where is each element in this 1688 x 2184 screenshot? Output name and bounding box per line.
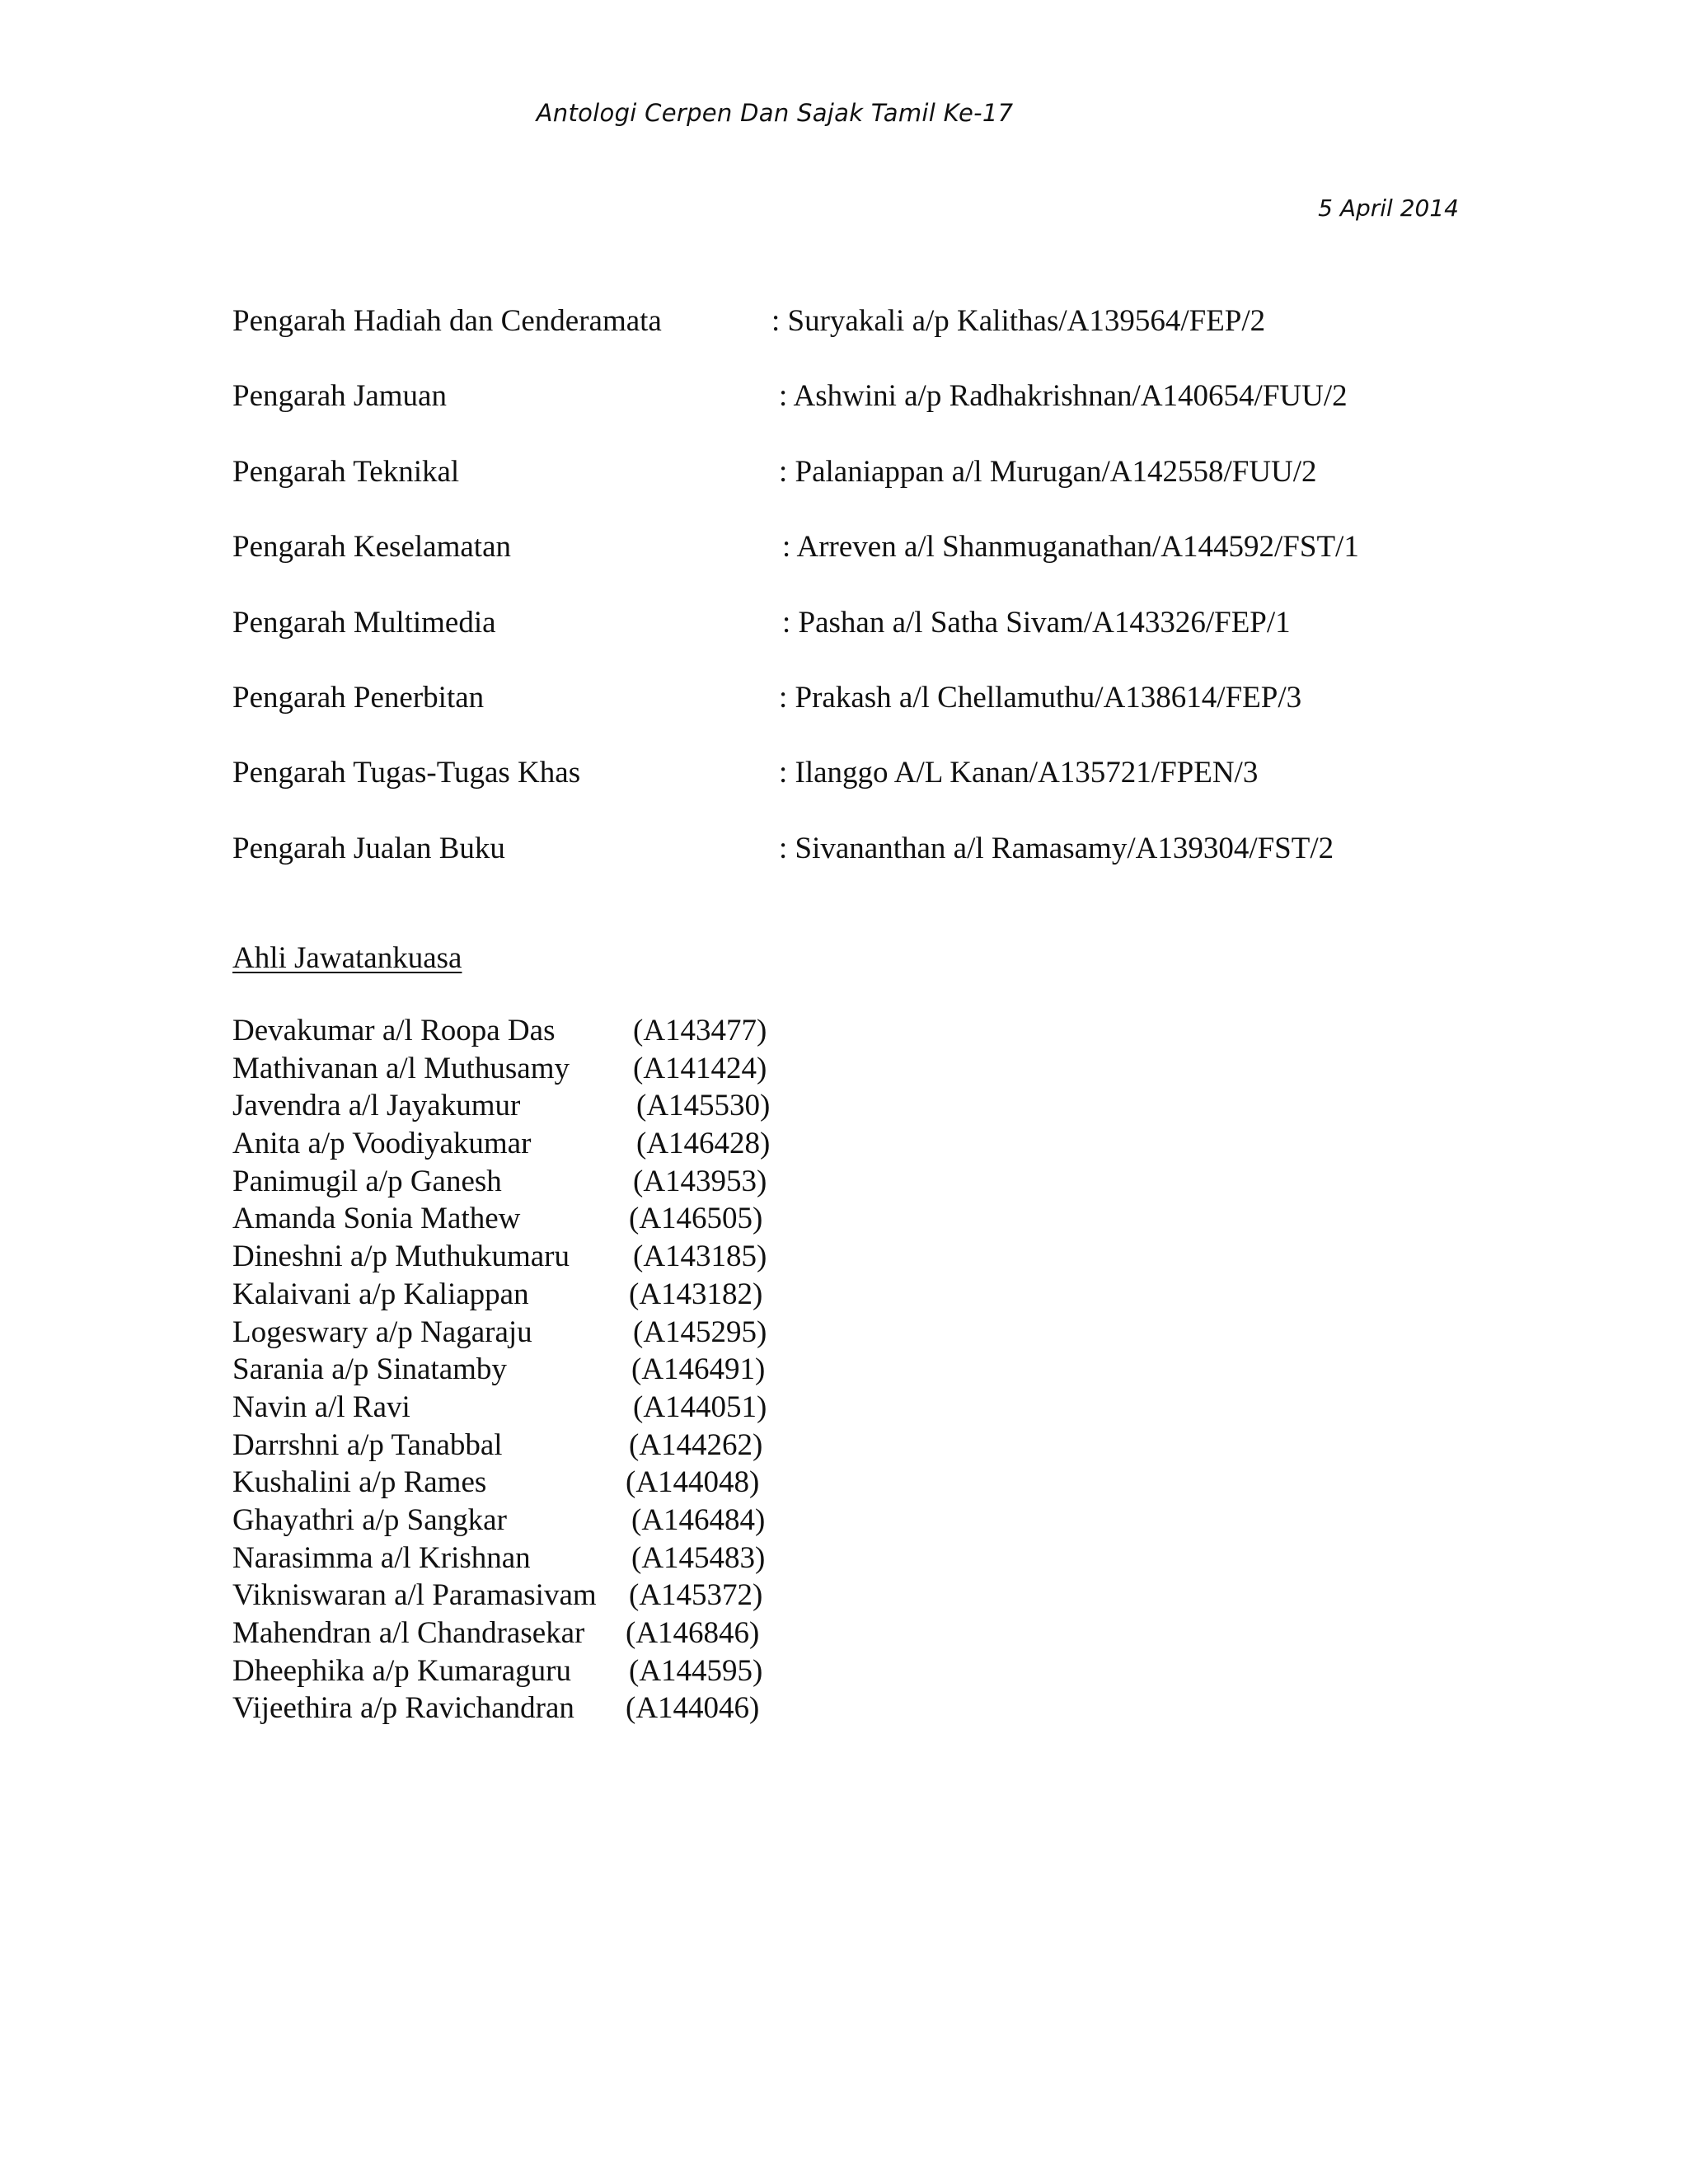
director-role: Pengarah Multimedia <box>232 605 496 640</box>
member-row <box>232 1050 974 1088</box>
director-row <box>232 677 1469 752</box>
member-id: (A143477) <box>633 1014 767 1047</box>
member-name: Narasimma a/l Krishnan <box>232 1540 531 1575</box>
director-row <box>232 452 1469 527</box>
member-id: (A144051) <box>633 1390 767 1424</box>
committee-members-list <box>232 1012 974 1727</box>
member-id: (A144595) <box>629 1653 763 1688</box>
member-id: (A145530) <box>636 1089 771 1123</box>
member-row <box>232 1690 974 1727</box>
director-role: Pengarah Jualan Buku <box>232 831 505 865</box>
member-row <box>232 1427 974 1465</box>
director-name: : Arreven a/l Shanmuganathan/A144592/FST/1 <box>782 530 1359 565</box>
member-id: (A143953) <box>633 1164 767 1198</box>
member-row <box>232 1502 974 1540</box>
director-row <box>232 301 1469 376</box>
member-id: (A146505) <box>629 1202 763 1236</box>
director-name: : Pashan a/l Satha Sivam/A143326/FEP/1 <box>782 605 1291 640</box>
member-name: Anita a/p Voodiyakumar <box>232 1127 532 1161</box>
director-row <box>232 828 1469 903</box>
member-name: Sarania a/p Sinatamby <box>232 1352 507 1387</box>
member-id: (A145372) <box>629 1578 763 1613</box>
member-name: Kalaivani a/p Kaliappan <box>232 1277 529 1311</box>
director-role: Pengarah Hadiah dan Cenderamata <box>232 304 662 338</box>
member-id: (A145483) <box>631 1540 766 1575</box>
directors-list <box>232 301 1469 903</box>
member-id: (A146428) <box>636 1127 771 1161</box>
director-row <box>232 602 1469 677</box>
director-row <box>232 752 1469 827</box>
member-name: Darrshni a/p Tanabbal <box>232 1427 503 1462</box>
director-row <box>232 376 1469 451</box>
document-date: 5 April 2014 <box>1318 194 1459 222</box>
member-name: Panimugil a/p Ganesh <box>232 1164 502 1198</box>
director-role: Pengarah Teknikal <box>232 454 460 489</box>
member-id: (A145295) <box>633 1315 767 1349</box>
director-row <box>232 527 1469 602</box>
director-name: : Ilanggo A/L Kanan/A135721/FPEN/3 <box>779 756 1259 790</box>
member-name: Dheephika a/p Kumaraguru <box>232 1653 571 1688</box>
member-name: Amanda Sonia Mathew <box>232 1202 521 1236</box>
member-name: Navin a/l Ravi <box>232 1390 410 1424</box>
member-row <box>232 1012 974 1050</box>
member-name: Logeswary a/p Nagaraju <box>232 1315 532 1349</box>
member-name: Vikniswaran a/l Paramasivam <box>232 1578 597 1613</box>
director-name: : Sivananthan a/l Ramasamy/A139304/FST/2 <box>779 831 1334 865</box>
director-name: : Ashwini a/p Radhakrishnan/A140654/FUU/2 <box>779 379 1348 414</box>
member-name: Javendra a/l Jayakumur <box>232 1089 521 1123</box>
member-id: (A146846) <box>626 1616 760 1650</box>
committee-heading: Ahli Jawatankuasa <box>232 941 462 975</box>
director-role: Pengarah Keselamatan <box>232 530 511 565</box>
member-row <box>232 1087 974 1125</box>
member-row <box>232 1389 974 1427</box>
member-id: (A146484) <box>631 1502 766 1537</box>
director-role: Pengarah Jamuan <box>232 379 447 414</box>
member-id: (A144046) <box>626 1691 760 1726</box>
director-role: Pengarah Penerbitan <box>232 680 485 715</box>
member-id: (A143182) <box>629 1277 763 1311</box>
member-name: Devakumar a/l Roopa Das <box>232 1014 556 1047</box>
director-name: : Prakash a/l Chellamuthu/A138614/FEP/3 <box>779 680 1302 715</box>
member-id: (A143185) <box>633 1240 767 1274</box>
member-row <box>232 1577 974 1615</box>
member-name: Mahendran a/l Chandrasekar <box>232 1616 585 1650</box>
member-id: (A146491) <box>631 1352 766 1387</box>
document-header-title: Antologi Cerpen Dan Sajak Tamil Ke-17 <box>536 99 1014 127</box>
member-id: (A144048) <box>626 1465 760 1500</box>
member-name: Kushalini a/p Rames <box>232 1465 487 1500</box>
member-row <box>232 1200 974 1238</box>
member-name: Mathivanan a/l Muthusamy <box>232 1051 570 1085</box>
member-row <box>232 1540 974 1577</box>
member-row <box>232 1464 974 1502</box>
member-row <box>232 1652 974 1690</box>
director-name: : Suryakali a/p Kalithas/A139564/FEP/2 <box>771 304 1266 338</box>
director-role: Pengarah Tugas-Tugas Khas <box>232 756 581 790</box>
member-row <box>232 1163 974 1201</box>
member-row <box>232 1351 974 1389</box>
member-name: Ghayathri a/p Sangkar <box>232 1502 507 1537</box>
member-row <box>232 1238 974 1276</box>
member-row <box>232 1314 974 1352</box>
member-row <box>232 1276 974 1314</box>
member-name: Dineshni a/p Muthukumaru <box>232 1240 570 1274</box>
member-id: (A144262) <box>629 1427 763 1462</box>
member-row <box>232 1615 974 1652</box>
member-name: Vijeethira a/p Ravichandran <box>232 1691 574 1726</box>
member-id: (A141424) <box>633 1051 767 1085</box>
member-row <box>232 1125 974 1163</box>
director-name: : Palaniappan a/l Murugan/A142558/FUU/2 <box>779 454 1317 489</box>
